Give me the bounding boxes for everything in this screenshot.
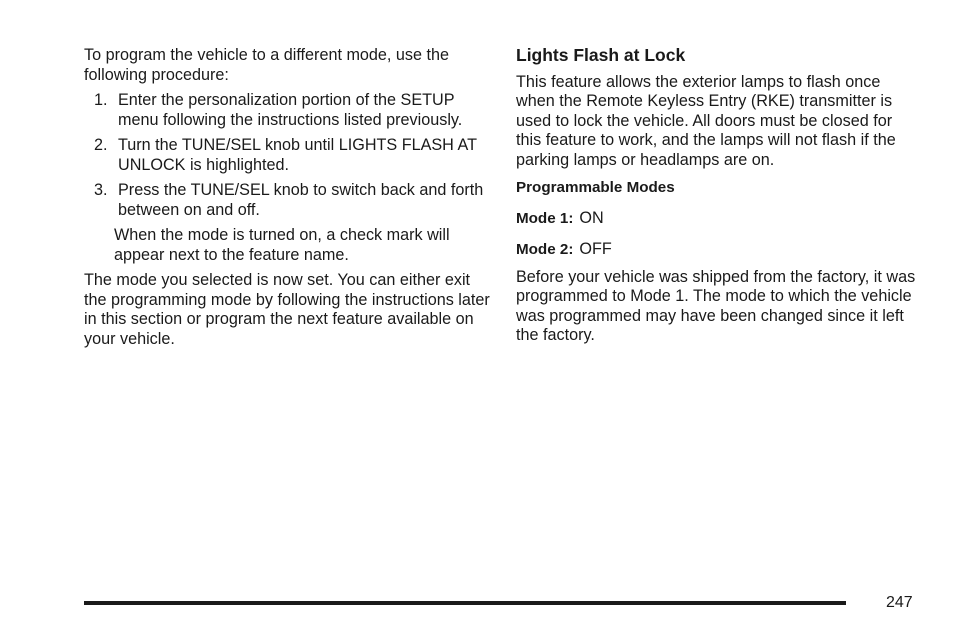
programmable-modes-heading: Programmable Modes [516, 179, 675, 196]
procedure-intro: To program the vehicle to a different mode, use the following procedure: [84, 46, 450, 84]
mode-1-line [516, 209, 916, 229]
step-number: 2. [94, 136, 108, 154]
feature-description: This feature allows the exterior lamps to flash once when the Remote Keyless Entry (RKE) transmitter is used to lock the vehicle. All doors must be closed for this feature to work, and the lamps will not flash if the parking lamps or headlamps are on. [516, 72, 896, 169]
step-text: Press the TUNE/SEL knob to switch back and forth between on and off. [118, 181, 484, 219]
procedure-step [84, 181, 494, 220]
step-text: Turn the TUNE/SEL knob until LIGHTS FLASH AT UNLOCK is highlighted. [118, 136, 477, 174]
page-number: 247 [886, 594, 913, 611]
section-heading: Lights Flash at Lock [516, 45, 686, 65]
step-text: Enter the personalization portion of the SETUP menu following the instructions listed previously. [118, 91, 463, 129]
factory-note: Before your vehicle was shipped from the factory, it was programmed to Mode 1. The mode to which the vehicle was programmed may have been changed since it left the factory. [516, 267, 916, 344]
step-number: 1. [94, 91, 108, 109]
step-note: When the mode is turned on, a check mark will appear next to the feature name. [114, 226, 450, 264]
footer-rule [84, 601, 846, 605]
right-column [516, 46, 916, 346]
procedure-steps [84, 91, 494, 220]
procedure-step [84, 136, 494, 175]
mode-1-value: ON [579, 208, 604, 227]
mode-2-line [516, 240, 916, 260]
step-number: 3. [94, 181, 108, 199]
procedure-closing: The mode you selected is now set. You can either exit the programming mode by following the instructions later in this section or program the next feature available on your vehicle. [84, 271, 490, 348]
left-column [84, 46, 494, 349]
mode-1-label: Mode 1: [516, 209, 574, 227]
procedure-step [84, 91, 494, 130]
mode-2-value: OFF [579, 240, 612, 258]
mode-2-label: Mode 2: [516, 241, 574, 258]
